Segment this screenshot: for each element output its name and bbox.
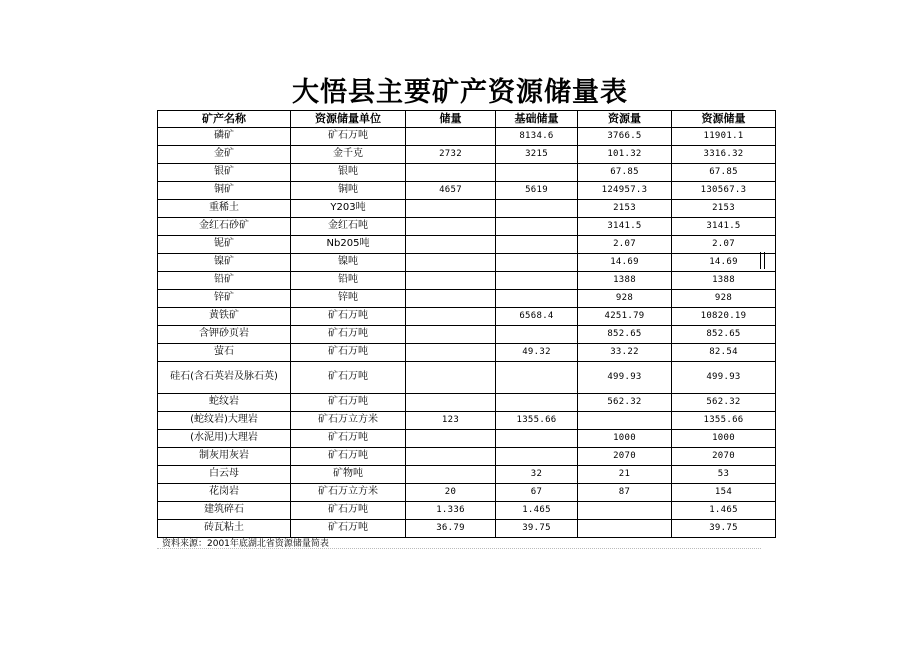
table-cell: 6568.4 [496, 308, 578, 326]
table-cell: 1388 [672, 272, 776, 290]
table-cell: 3141.5 [672, 218, 776, 236]
table-cell: 金矿 [158, 146, 291, 164]
table-cell [406, 430, 496, 448]
table-cell [578, 520, 672, 538]
table-cell: 101.32 [578, 146, 672, 164]
table-cell: 8134.6 [496, 128, 578, 146]
table-cell: 4251.79 [578, 308, 672, 326]
table-cell: 矿石万吨 [291, 520, 406, 538]
table-cell [496, 236, 578, 254]
table-cell [406, 254, 496, 272]
table-cell: 1000 [672, 430, 776, 448]
table-cell [496, 218, 578, 236]
table-row [158, 448, 776, 466]
table-row [158, 200, 776, 218]
table-cell: 1388 [578, 272, 672, 290]
table-cell: 39.75 [496, 520, 578, 538]
table-cell [578, 412, 672, 430]
header-base-reserves: 基础储量 [496, 111, 578, 128]
table-cell: 928 [578, 290, 672, 308]
table-cell: 67 [496, 484, 578, 502]
table-row [158, 308, 776, 326]
table-cell: 49.32 [496, 344, 578, 362]
table-cell: 镍吨 [291, 254, 406, 272]
table-cell: 32 [496, 466, 578, 484]
table-cell: 1.465 [496, 502, 578, 520]
table-cell: 124957.3 [578, 182, 672, 200]
table-row [158, 326, 776, 344]
table-row [158, 182, 776, 200]
table-cell [496, 200, 578, 218]
table-cell: 154 [672, 484, 776, 502]
table-row [158, 254, 776, 272]
table-cell: Y203吨 [291, 200, 406, 218]
table-cell: 4657 [406, 182, 496, 200]
table-cell: 铅矿 [158, 272, 291, 290]
table-cell: 矿石万吨 [291, 362, 406, 394]
table-header-row [158, 111, 776, 128]
table-cell: 53 [672, 466, 776, 484]
table-cell: 14.69 [672, 254, 776, 272]
table-row [158, 484, 776, 502]
table-cell: 锌矿 [158, 290, 291, 308]
table-cell: 499.93 [578, 362, 672, 394]
table-cell [496, 448, 578, 466]
table-cell: 花岗岩 [158, 484, 291, 502]
table-cell: 金千克 [291, 146, 406, 164]
table-cell: 锌吨 [291, 290, 406, 308]
table-cell: 蛇纹岩 [158, 394, 291, 412]
table-cell: 铜吨 [291, 182, 406, 200]
table-cell: 重稀土 [158, 200, 291, 218]
table-row [158, 362, 776, 394]
cell-cursor [760, 252, 765, 269]
table-cell: 1355.66 [496, 412, 578, 430]
header-total-reserves: 资源储量 [672, 111, 776, 128]
table-cell: 33.22 [578, 344, 672, 362]
table-cell: 39.75 [672, 520, 776, 538]
table-row [158, 218, 776, 236]
table-cell: 矿石万吨 [291, 308, 406, 326]
table-row [158, 236, 776, 254]
table-cell: 2070 [578, 448, 672, 466]
table-cell: 1.465 [672, 502, 776, 520]
table-cell: 矿物吨 [291, 466, 406, 484]
table-row [158, 430, 776, 448]
table-cell [496, 290, 578, 308]
table-cell: 矿石万立方米 [291, 412, 406, 430]
table-cell: 矿石万吨 [291, 326, 406, 344]
table-cell: 3316.32 [672, 146, 776, 164]
table-cell: 10820.19 [672, 308, 776, 326]
table-cell [496, 326, 578, 344]
table-cell: 矿石万吨 [291, 394, 406, 412]
table-cell: 金红石砂矿 [158, 218, 291, 236]
table-cell: 562.32 [578, 394, 672, 412]
table-cell [406, 448, 496, 466]
table-cell: Nb205吨 [291, 236, 406, 254]
header-mineral-name: 矿产名称 [158, 111, 291, 128]
table-cell [496, 254, 578, 272]
table-cell: (水泥用)大理岩 [158, 430, 291, 448]
page-title: 大悟县主要矿产资源储量表 [292, 77, 628, 108]
table-row [158, 412, 776, 430]
table-cell: 制灰用灰岩 [158, 448, 291, 466]
table-cell: 928 [672, 290, 776, 308]
table-cell: 矿石万吨 [291, 448, 406, 466]
header-unit: 资源储量单位 [291, 111, 406, 128]
table-cell: 白云母 [158, 466, 291, 484]
table-row [158, 272, 776, 290]
table-cell: 镍矿 [158, 254, 291, 272]
table-cell [406, 164, 496, 182]
table-row [158, 502, 776, 520]
table-cell: 3766.5 [578, 128, 672, 146]
table-row [158, 290, 776, 308]
table-cell: 82.54 [672, 344, 776, 362]
table-row [158, 520, 776, 538]
table-cell: 852.65 [672, 326, 776, 344]
table-cell [406, 466, 496, 484]
table-cell: 铜矿 [158, 182, 291, 200]
table-cell [496, 362, 578, 394]
table-cell: 130567.3 [672, 182, 776, 200]
table-cell: 2070 [672, 448, 776, 466]
table-cell: 矿石万立方米 [291, 484, 406, 502]
table-cell [578, 502, 672, 520]
table-cell: 67.85 [672, 164, 776, 182]
table-cell [406, 344, 496, 362]
table-cell: 5619 [496, 182, 578, 200]
table-cell: 20 [406, 484, 496, 502]
table-cell: 562.32 [672, 394, 776, 412]
header-reserves: 储量 [406, 111, 496, 128]
table-cell: 银吨 [291, 164, 406, 182]
table-cell: 3141.5 [578, 218, 672, 236]
table-cell: 2732 [406, 146, 496, 164]
table-cell: 磷矿 [158, 128, 291, 146]
table-cell: 2.07 [672, 236, 776, 254]
table-row [158, 146, 776, 164]
table-cell: 14.69 [578, 254, 672, 272]
table-cell: 铅吨 [291, 272, 406, 290]
table-cell: (蛇纹岩)大理岩 [158, 412, 291, 430]
divider [157, 548, 761, 549]
reserves-table [157, 110, 776, 538]
table-cell: 3215 [496, 146, 578, 164]
table-cell: 499.93 [672, 362, 776, 394]
table-cell [406, 128, 496, 146]
table-cell: 1355.66 [672, 412, 776, 430]
table-cell: 铌矿 [158, 236, 291, 254]
table-cell [406, 272, 496, 290]
table-cell: 852.65 [578, 326, 672, 344]
table-cell: 2153 [672, 200, 776, 218]
header-resources: 资源量 [578, 111, 672, 128]
table-cell: 1.336 [406, 502, 496, 520]
table-cell: 金红石吨 [291, 218, 406, 236]
table-cell [406, 362, 496, 394]
table-cell [496, 164, 578, 182]
table-cell: 36.79 [406, 520, 496, 538]
table-row [158, 466, 776, 484]
table-cell: 21 [578, 466, 672, 484]
table-row [158, 394, 776, 412]
table-cell: 87 [578, 484, 672, 502]
table-cell [406, 236, 496, 254]
table-cell: 含钾砂页岩 [158, 326, 291, 344]
table-cell: 建筑碎石 [158, 502, 291, 520]
table-cell [496, 272, 578, 290]
table-cell [406, 394, 496, 412]
table-cell [496, 430, 578, 448]
table-cell: 萤石 [158, 344, 291, 362]
table-cell: 矿石万吨 [291, 430, 406, 448]
table-cell: 硅石(含石英岩及脉石英) [158, 362, 291, 394]
table-cell: 1000 [578, 430, 672, 448]
table-row [158, 164, 776, 182]
table-cell: 黄铁矿 [158, 308, 291, 326]
table-cell: 67.85 [578, 164, 672, 182]
table-cell: 矿石万吨 [291, 344, 406, 362]
table-cell: 砖瓦粘土 [158, 520, 291, 538]
table-cell: 银矿 [158, 164, 291, 182]
source-note: 资料来源：2001年底湖北省资源储量简表 [162, 539, 329, 549]
table-row [158, 128, 776, 146]
table-cell [406, 218, 496, 236]
table-cell: 11901.1 [672, 128, 776, 146]
table-cell: 矿石万吨 [291, 502, 406, 520]
table-cell [496, 394, 578, 412]
table-row [158, 344, 776, 362]
table-cell [406, 326, 496, 344]
table-cell: 2.07 [578, 236, 672, 254]
table-cell [406, 308, 496, 326]
table-cell: 2153 [578, 200, 672, 218]
table-cell [406, 200, 496, 218]
table-cell: 矿石万吨 [291, 128, 406, 146]
table-cell: 123 [406, 412, 496, 430]
table-cell [406, 290, 496, 308]
